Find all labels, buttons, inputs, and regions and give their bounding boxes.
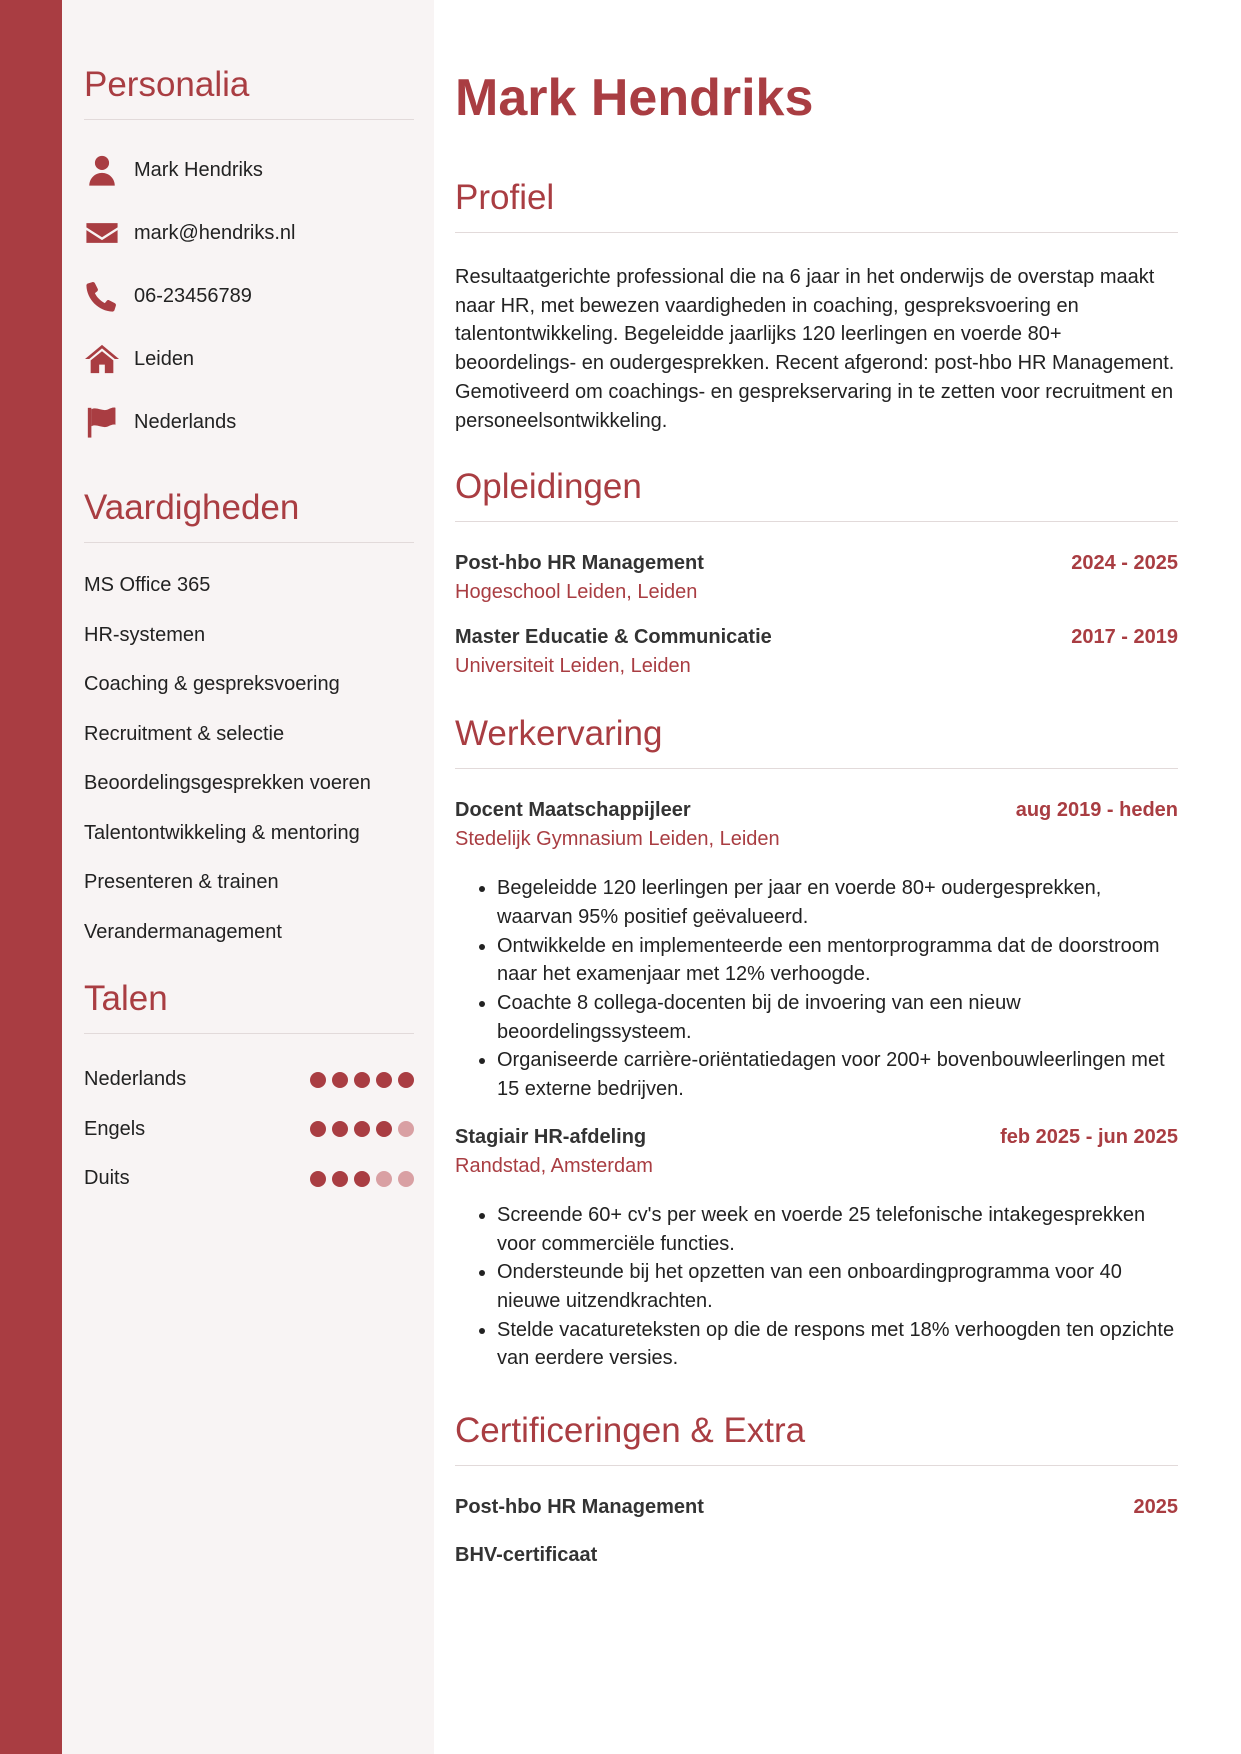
job-bullet: • Begeleidde 120 leerlingen per jaar en voerde 80+ oudergesprekken, waarvan 95% positief geëvalueerd. (497, 874, 1178, 931)
level-dot-filled (332, 1121, 348, 1137)
flag-icon (84, 404, 120, 440)
job-bullet: • Ontwikkelde en implementeerde een mentorprogramma dat de doorstroom naar het examenjaar met 12% verhoogde. (497, 932, 1178, 989)
contact-text: Leiden (134, 347, 195, 370)
skill-item: HR-systemen (84, 623, 206, 646)
cert-date: 2025 (1133, 1496, 1178, 1519)
skill-item: Presenteren & trainen (84, 871, 279, 893)
profile-heading: Profiel (455, 178, 1178, 233)
contact-phone (84, 276, 414, 316)
education-title: Post-hbo HR Management (455, 552, 704, 575)
education-title: Master Educatie & Communicatie (455, 626, 772, 649)
job-date: aug 2019 - heden (1015, 799, 1178, 822)
job-bullet: • Coachte 8 collega-docenten bij de invoering van een nieuw beoordelingssysteem. (497, 989, 1178, 1046)
level-dot-filled (354, 1121, 370, 1137)
job-bullet: • Screende 60+ cv's per week en voerde 25 telefonische intakegesprekken voor commerciële functies. (497, 1201, 1178, 1258)
cert-entry (455, 1544, 1178, 1567)
languages-list (84, 1067, 414, 1192)
certifications-heading: Certificeringen & Extra (455, 1411, 1178, 1466)
level-dot-empty (376, 1171, 392, 1187)
job-title: Stagiair HR-afdeling (455, 1125, 647, 1148)
job-date: feb 2025 - jun 2025 (1000, 1125, 1178, 1148)
skill-item: Beoordelingsgesprekken voeren (84, 772, 371, 794)
experience-entry (455, 1126, 1178, 1373)
job-company: Stedelijk Gymnasium Leiden, Leiden (455, 828, 780, 851)
cert-entry (455, 1496, 1178, 1519)
job-bullet: • Stelde vacatureteksten op die de respons met 18% verhoogden ten opzichte van eerdere versies. (497, 1316, 1178, 1373)
experience-entry (455, 799, 1178, 1104)
level-dot-filled (376, 1121, 392, 1137)
language-name: Nederlands (84, 1068, 187, 1090)
language-level-dots (310, 1121, 414, 1137)
personalia-heading: Personalia (84, 65, 414, 120)
skill-item: MS Office 365 (84, 574, 211, 596)
language-level-dots (310, 1072, 414, 1088)
accent-bar (0, 0, 62, 1754)
level-dot-empty (398, 1171, 414, 1187)
sidebar (62, 0, 434, 1754)
contact-email (84, 213, 414, 253)
cert-title: BHV-certificaat (455, 1544, 598, 1567)
education-institution: Universiteit Leiden, Leiden (455, 655, 691, 678)
main-content (434, 0, 1241, 1754)
level-dot-filled (398, 1072, 414, 1088)
education-entry (455, 552, 1178, 604)
language-name: Engels (84, 1117, 146, 1140)
contact-name (84, 150, 414, 190)
job-company: Randstad, Amsterdam (455, 1154, 653, 1177)
experience-heading: Werkervaring (455, 714, 1178, 769)
skill-item: Talentontwikkeling & mentoring (84, 821, 360, 844)
job-bullet: • Ondersteunde bij het opzetten van een onboardingprogramma voor 40 nieuwe uitzendkrachten. (497, 1258, 1178, 1315)
level-dot-filled (310, 1121, 326, 1137)
contact-text[interactable]: mark@hendriks.nl (134, 221, 296, 244)
languages-heading: Talen (84, 979, 414, 1034)
education-entry (455, 626, 1178, 678)
job-title: Docent Maatschappijleer (455, 799, 691, 822)
job-bullets (455, 874, 1178, 1104)
skill-item: Verandermanagement (84, 920, 282, 943)
level-dot-filled (310, 1072, 326, 1088)
level-dot-filled (376, 1072, 392, 1088)
language-level-dots (310, 1171, 414, 1187)
level-dot-empty (398, 1121, 414, 1137)
candidate-name: Mark Hendriks (455, 69, 814, 127)
level-dot-filled (354, 1072, 370, 1088)
job-bullet: • Organiseerde carrière-oriëntatiedagen voor 200+ bovenbouwleerlingen met 15 externe bedrijven. (497, 1046, 1178, 1103)
skill-item: Coaching & gespreksvoering (84, 673, 340, 695)
contact-nationality (84, 402, 414, 442)
phone-icon (84, 278, 120, 314)
cert-title: Post-hbo HR Management (455, 1496, 704, 1519)
contact-city (84, 339, 414, 379)
language-item (84, 1116, 414, 1142)
envelope-icon (84, 215, 120, 251)
contact-list (84, 150, 414, 442)
education-heading: Opleidingen (455, 467, 1178, 522)
level-dot-filled (354, 1171, 370, 1187)
level-dot-filled (332, 1171, 348, 1187)
contact-text: Mark Hendriks (134, 158, 263, 181)
job-bullets (455, 1201, 1178, 1373)
skills-heading: Vaardigheden (84, 488, 414, 543)
skills-list (84, 574, 414, 947)
level-dot-filled (332, 1072, 348, 1088)
user-icon (84, 152, 120, 188)
language-item (84, 1067, 414, 1093)
language-item (84, 1166, 414, 1192)
contact-text: 06-23456789 (134, 284, 252, 307)
contact-text: Nederlands (134, 410, 237, 433)
home-icon (84, 341, 120, 377)
level-dot-filled (310, 1171, 326, 1187)
profile-text: Resultaatgerichte professional die na 6 jaar in het onderwijs de overstap maakt naar HR, met bewezen vaardigheden in coaching, gespreksvoering en talentontwikkeling. Begeleidde jaarlijks 120 leerlingen en voerde 80+ beoordelings- en oudergesprekken. Recent afgerond: post-hbo HR Management. Gemotiveerd om coachings- en gesprekservaring in te zetten voor recruitment en personeelsontwikkeling. (455, 266, 1175, 432)
education-date: 2017 - 2019 (1071, 626, 1178, 649)
education-date: 2024 - 2025 (1071, 552, 1178, 575)
skill-item: Recruitment & selectie (84, 722, 285, 745)
education-institution: Hogeschool Leiden, Leiden (455, 581, 698, 604)
language-name: Duits (84, 1167, 130, 1189)
